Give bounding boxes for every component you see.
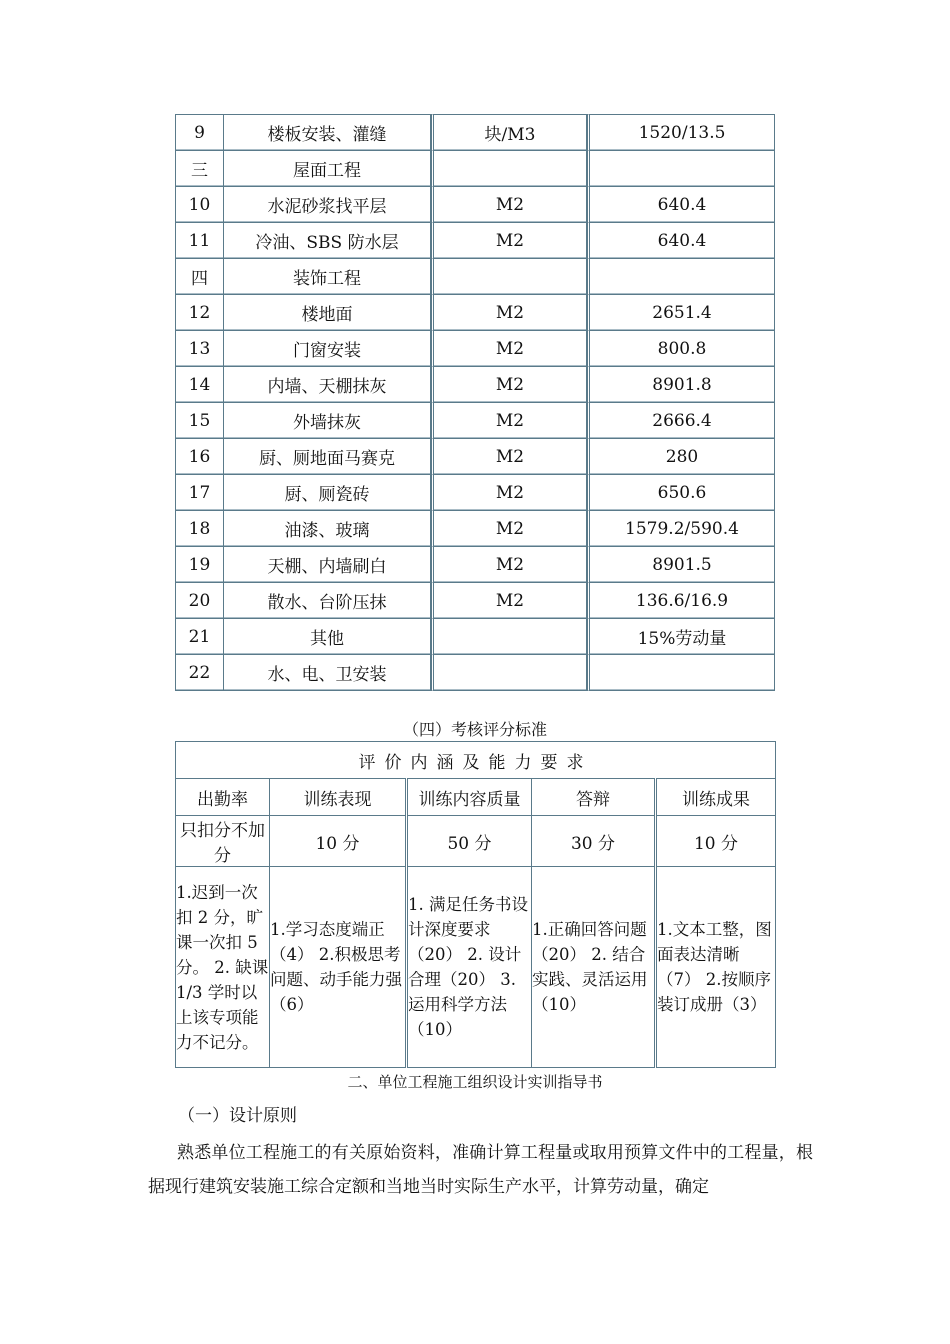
unit-cell: M2 <box>431 367 587 403</box>
quantity-cell: 1520/13.5 <box>587 114 775 151</box>
assessment-caption: （四）考核评分标准 <box>402 720 547 739</box>
row-number-cell: 四 <box>175 259 224 295</box>
table-row <box>175 331 775 367</box>
criteria-cell: 1.文本工整，图面表达清晰（7） 2.按顺序装订成册（3） <box>656 867 776 1068</box>
item-name-cell: 水、电、卫安装 <box>224 655 431 691</box>
table-row <box>175 151 775 187</box>
unit-cell: M2 <box>431 187 587 223</box>
table-row <box>175 403 775 439</box>
item-name-cell: 门窗安装 <box>224 331 431 367</box>
section-title: 二、单位工程施工组织设计实训指导书 <box>347 1073 603 1091</box>
item-name-cell: 内墙、天棚抹灰 <box>224 367 431 403</box>
unit-cell: M2 <box>431 403 587 439</box>
row-number-cell: 20 <box>175 583 224 619</box>
column-header: 答辩 <box>532 779 656 816</box>
criteria-cell: 1.迟到一次扣 2 分，旷课一次扣 5 分。 2. 缺课 1/3 学时以上该专项能力不记分。 <box>176 867 270 1068</box>
assessment-table <box>175 741 776 1068</box>
unit-cell <box>431 151 587 187</box>
row-number-cell: 14 <box>175 367 224 403</box>
score-cell: 10 分 <box>270 816 407 867</box>
score-cell: 10 分 <box>656 816 776 867</box>
row-number-cell: 18 <box>175 511 224 547</box>
table-row <box>175 475 775 511</box>
row-number-cell: 16 <box>175 439 224 475</box>
quantity-cell: 650.6 <box>587 475 775 511</box>
item-name-cell: 水泥砂浆找平层 <box>224 187 431 223</box>
table-row <box>175 619 775 655</box>
table-row <box>175 295 775 331</box>
table-row <box>175 547 775 583</box>
quantity-cell: 15%劳动量 <box>587 619 775 655</box>
quantity-cell: 136.6/16.9 <box>587 583 775 619</box>
quantity-cell: 1579.2/590.4 <box>587 511 775 547</box>
unit-cell <box>431 259 587 295</box>
column-header: 训练内容质量 <box>407 779 532 816</box>
quantity-cell <box>587 259 775 295</box>
quantity-cell: 640.4 <box>587 223 775 259</box>
unit-cell: M2 <box>431 475 587 511</box>
item-name-cell: 油漆、玻璃 <box>224 511 431 547</box>
row-number-cell: 10 <box>175 187 224 223</box>
table-row <box>175 655 775 691</box>
table-row <box>175 583 775 619</box>
score-cell: 30 分 <box>532 816 656 867</box>
row-number-cell: 15 <box>175 403 224 439</box>
item-name-cell: 外墙抹灰 <box>224 403 431 439</box>
subsection-title: （一）设计原则 <box>178 1106 297 1126</box>
criteria-cell: 1.正确回答问题（20） 2. 结合实践、灵活运用（10） <box>532 867 656 1068</box>
row-number-cell: 13 <box>175 331 224 367</box>
quantity-cell: 800.8 <box>587 331 775 367</box>
table-row <box>175 259 775 295</box>
row-number-cell: 21 <box>175 619 224 655</box>
row-number-cell: 11 <box>175 223 224 259</box>
row-number-cell: 19 <box>175 547 224 583</box>
table-row <box>175 223 775 259</box>
unit-cell: M2 <box>431 295 587 331</box>
quantity-cell: 280 <box>587 439 775 475</box>
unit-cell: 块/M3 <box>431 114 587 151</box>
criteria-cell: 1. 满足任务书设计深度要求（20） 2. 设计合理（20） 3. 运用科学方法（10） <box>407 867 532 1068</box>
quantity-cell: 640.4 <box>587 187 775 223</box>
item-name-cell: 厨、厕地面马赛克 <box>224 439 431 475</box>
unit-cell: M2 <box>431 439 587 475</box>
unit-cell <box>431 619 587 655</box>
item-name-cell: 屋面工程 <box>224 151 431 187</box>
item-name-cell: 装饰工程 <box>224 259 431 295</box>
item-name-cell: 散水、台阶压抹 <box>224 583 431 619</box>
quantity-cell <box>587 151 775 187</box>
quantity-table <box>175 114 775 691</box>
item-name-cell: 楼板安装、灌缝 <box>224 114 431 151</box>
column-header: 训练成果 <box>656 779 776 816</box>
item-name-cell: 厨、厕瓷砖 <box>224 475 431 511</box>
unit-cell <box>431 655 587 691</box>
row-number-cell: 12 <box>175 295 224 331</box>
table-row <box>175 187 775 223</box>
body-paragraph: 熟悉单位工程施工的有关原始资料，准确计算工程量或取用预算文件中的工程量，根据现行建筑安装施工综合定额和当地当时实际生产水平，计算劳动量，确定 <box>148 1143 813 1197</box>
unit-cell: M2 <box>431 547 587 583</box>
column-header: 出勤率 <box>176 779 270 816</box>
item-name-cell: 冷油、SBS 防水层 <box>224 223 431 259</box>
criteria-cell: 1.学习态度端正（4） 2.积极思考问题、动手能力强（6） <box>270 867 407 1068</box>
unit-cell: M2 <box>431 223 587 259</box>
item-name-cell: 楼地面 <box>224 295 431 331</box>
column-header: 训练表现 <box>270 779 407 816</box>
table-row <box>175 511 775 547</box>
row-number-cell: 17 <box>175 475 224 511</box>
score-cell: 50 分 <box>407 816 532 867</box>
quantity-cell: 2666.4 <box>587 403 775 439</box>
table-row <box>175 439 775 475</box>
unit-cell: M2 <box>431 331 587 367</box>
row-number-cell: 9 <box>175 114 224 151</box>
score-cell: 只扣分不加分 <box>176 816 270 867</box>
table-row <box>175 114 775 151</box>
quantity-cell <box>587 655 775 691</box>
row-number-cell: 22 <box>175 655 224 691</box>
quantity-cell: 2651.4 <box>587 295 775 331</box>
quantity-cell: 8901.5 <box>587 547 775 583</box>
assessment-header: 评价内涵及能力要求 <box>176 742 776 779</box>
item-name-cell: 其他 <box>224 619 431 655</box>
unit-cell: M2 <box>431 583 587 619</box>
table-row <box>175 367 775 403</box>
row-number-cell: 三 <box>175 151 224 187</box>
quantity-cell: 8901.8 <box>587 367 775 403</box>
item-name-cell: 天棚、内墙刷白 <box>224 547 431 583</box>
unit-cell: M2 <box>431 511 587 547</box>
